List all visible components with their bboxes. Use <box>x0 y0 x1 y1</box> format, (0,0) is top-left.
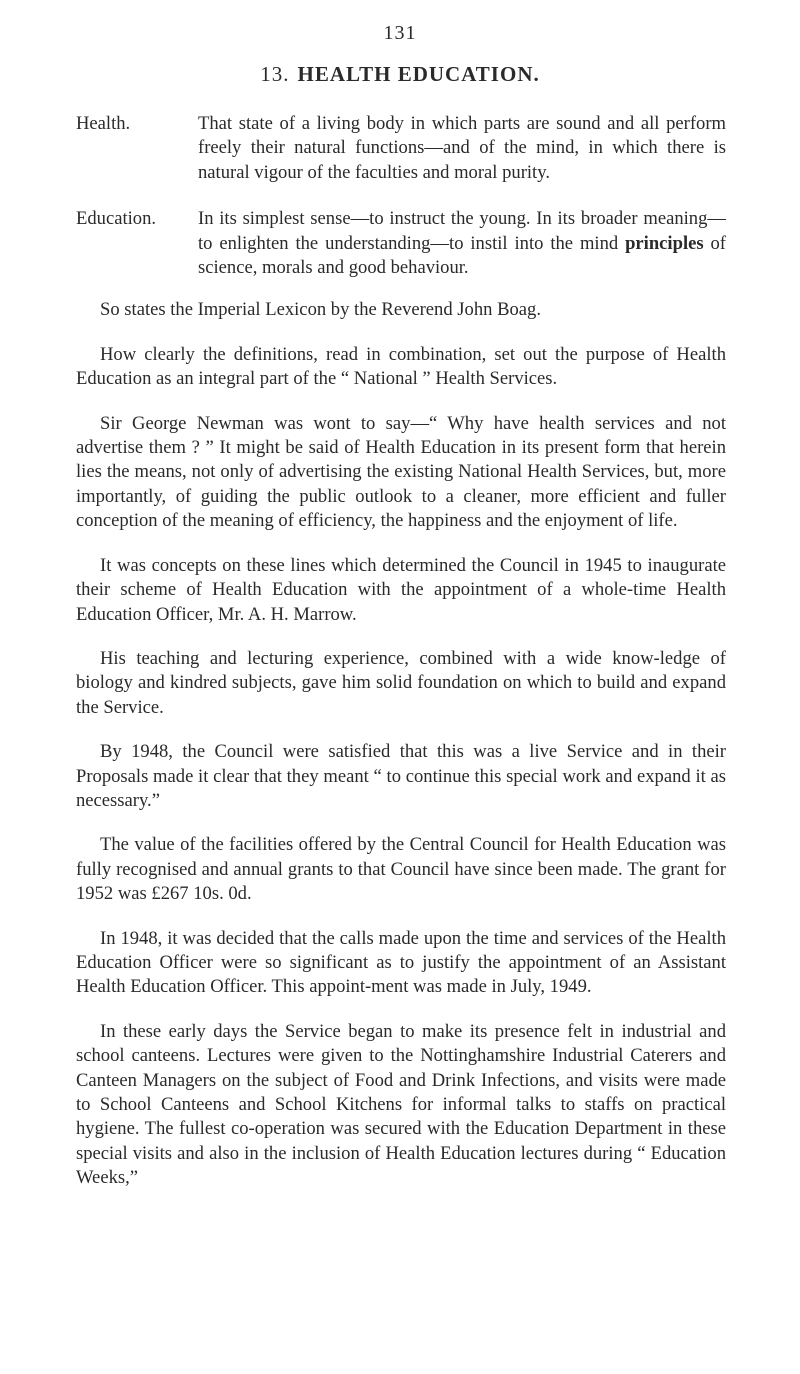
page-number: 131 <box>383 22 417 44</box>
definition-text-part: In its simplest sense—to instruct the young. In its broader meaning—to enlighten the understanding—to instil into the mind <box>198 208 726 254</box>
section-heading <box>0 62 800 87</box>
paragraph: By 1948, the Council were satisfied that this was a live Service and in their Proposals made it clear that they meant “ to continue this special work and expand it as necessary.” <box>76 741 726 811</box>
definition-term: Health. <box>76 113 131 134</box>
paragraph: In 1948, it was decided that the calls made upon the time and services of the Health Education Officer were so significant as to justify the appointment of an Assistant Health Education Officer. This appoint-ment was made in July, 1949. <box>76 927 726 998</box>
document-body <box>76 112 726 1211</box>
section-title: HEALTH EDUCATION. <box>297 62 540 86</box>
definition-term: Education. <box>76 208 157 230</box>
paragraph: Sir George Newman was wont to say—“ Why have health services and not advertise them ? ” It might be said of Health Education in its present form that herein lies the means, not only of advertising the existing National Health Services, but, more importantly, of guiding the public outlook to a cleaner, more efficient and fuller conception of the meaning of efficiency, the happiness and the enjoyment of life. <box>76 412 726 532</box>
paragraph: In these early days the Service began to make its presence felt in industrial and school canteens. Lectures were given to the Nottinghamshire Industrial Caterers and Canteen Managers on the subject of Food and Drink Infections, and visits were made to School Canteens and School Kitchens for informal talks to staffs on practical hygiene. The fullest co-operation was secured with the Education Department in these special visits and also in the inclusion of Health Education lectures during “ Education Weeks,” <box>76 1020 726 1189</box>
definition-education <box>76 207 726 280</box>
paragraph: The value of the facilities offered by the Central Council for Health Education was fully recognised and annual grants to that Council have since been made. The grant for 1952 was £267 10s. 0d. <box>76 834 726 905</box>
paragraph: His teaching and lecturing experience, combined with a wide know-ledge of biology and kindred subjects, gave him solid foundation on which to build and expand the Service. <box>76 647 726 718</box>
section-number: 13. <box>260 62 290 86</box>
definition-emphasis: principles <box>625 232 704 254</box>
definition-health <box>76 112 726 185</box>
definition-text-part: of science, morals and good behaviour. <box>198 232 726 279</box>
paragraph: So states the Imperial Lexicon by the Reverend John Boag. <box>100 299 541 321</box>
paragraph: It was concepts on these lines which determined the Council in 1945 to inaugurate their scheme of Health Education with the appointment of a whole-time Health Education Officer, Mr. A. H. Marrow. <box>76 554 726 625</box>
paragraph: How clearly the definitions, read in combination, set out the purpose of Health Education as an integral part of the “ National ” Health Services. <box>76 343 726 390</box>
definition-text <box>198 207 726 280</box>
definition-text: That state of a living body in which parts are sound and all perform freely their natural functions—and of the mind, in which there is natural vigour of the faculties and moral purity. <box>198 113 726 183</box>
